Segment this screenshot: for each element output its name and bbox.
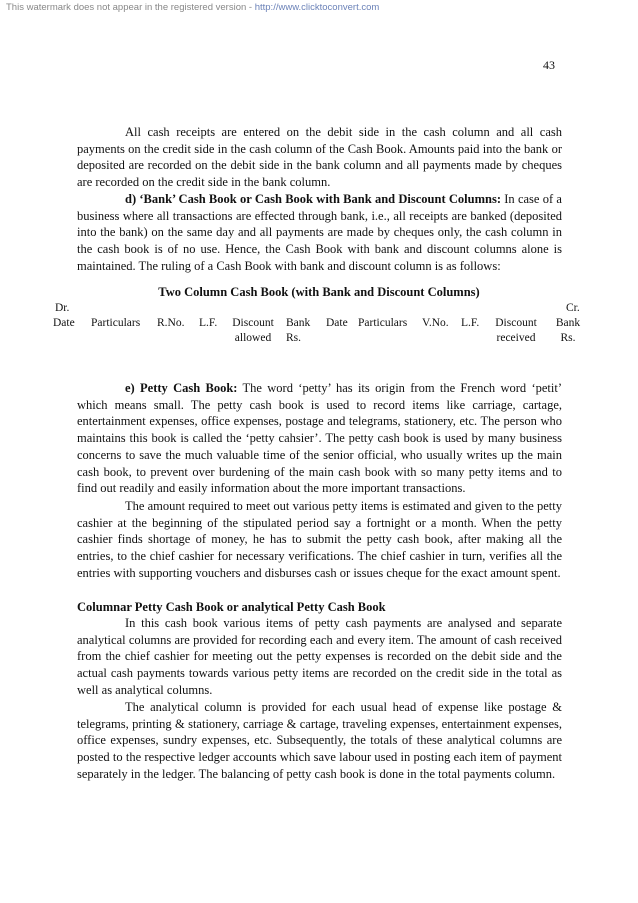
- table-title: Two Column Cash Book (with Bank and Discount Columns): [158, 285, 480, 299]
- column-header-discount-received: Discount received: [495, 317, 537, 344]
- watermark-text: This watermark does not appear in the registered version -: [6, 2, 255, 13]
- paragraph-cash-receipts: All cash receipts are entered on the debit side in the cash column and all cash payments on the credit side in the cash column of the Cash Book. Amounts paid into the bank or deposited are recorded on the debit side in the bank column and all payments made by cheques are recorded on the credit side in the bank column.: [77, 125, 562, 190]
- paragraph-bank-cash-book: [77, 191, 562, 275]
- section-d-heading: d) ‘Bank’ Cash Book or Cash Book with Bank and Discount Columns:: [125, 192, 501, 206]
- dr-label: Dr.: [55, 302, 70, 314]
- column-header-bank-rs-credit: Bank Rs.: [555, 317, 581, 344]
- columnar-petty-cash-heading: Columnar Petty Cash Book or analytical Petty Cash Book: [77, 600, 386, 614]
- section-e-body: The word ‘petty’ has its origin from the French word ‘petit’ which means small. The petty cash book is used to record items like carriage, cartage, entertainment expenses, office expenses, postage and telegrams, stationery, etc. The person who maintains this book is called the ‘petty cahsier’. The petty cash book is used by many business concerns to save the much valuable time of the senior official, who usually writes up the main cash book, to prevent over burdening of the main cash book with so many petty items and to find out readily and easily information about the more important transactions.: [77, 381, 562, 496]
- column-header-vno: V.No.: [422, 317, 449, 329]
- column-header-lf-credit: L.F.: [461, 317, 480, 329]
- watermark-link[interactable]: http://www.clicktoconvert.com: [254, 2, 380, 13]
- paragraph-analytical-column: The analytical column is provided for each usual head of expense like postage & telegrams, printing & stationery, carriage & cartage, traveling expenses, entertainment expenses, office expenses, sundry expenses, etc. Subsequently, the totals of these analytical columns are posted to the respective ledger accounts which save labour used in posting each item of payment separately in the ledger. The balancing of petty cash book is done in the total payments column.: [77, 700, 562, 781]
- column-header-discount-allowed: Discount allowed: [232, 317, 274, 344]
- paragraph-petty-cash-book: [77, 380, 562, 497]
- column-header-bank-rs: Bank Rs.: [286, 317, 311, 344]
- column-header-lf: L.F.: [199, 317, 218, 329]
- column-header-particulars: Particulars: [91, 317, 141, 329]
- section-d-body: In case of a business where all transactions are effected through bank, i.e., all receipts are banked (deposited into the bank) on the same day and all payments are made by cheques only, the cash column in the cash book is of no use. Hence, the Cash Book with bank and discount columns alone is maintained. The ruling of a Cash Book with bank and discount column is as follows:: [77, 192, 562, 273]
- paragraph-columnar: In this cash book various items of petty cash payments are analysed and separate analytical columns are provided for recording each and every item. The amount of cash received from the chief cashier for meeting out the petty expenses is recorded on the debit side and the actual cash payments towards various petty items are recorded on the credit side in the total as well as analytical columns.: [77, 616, 562, 697]
- cr-label: Cr.: [566, 302, 580, 314]
- column-header-rno: R.No.: [157, 317, 185, 329]
- page-number: 43: [543, 58, 555, 72]
- paragraph-amount-required: The amount required to meet out various petty items is estimated and given to the petty cashier at the beginning of the stipulated period say a fortnight or a month. When the petty cashier finds shortage of money, he has to submit the petty cash book, after making all the entries, to the chief cashier for necessary verifications. The chief cashier in turn, verifies all the entries with supporting vouchers and disburses cash or issues cheque for the exact amount spent.: [77, 499, 562, 580]
- section-e-heading: e) Petty Cash Book:: [125, 381, 238, 395]
- watermark: [6, 2, 379, 13]
- column-header-particulars-credit: Particulars: [358, 317, 408, 329]
- column-header-date-credit: Date: [326, 317, 348, 329]
- column-header-date: Date: [53, 317, 75, 329]
